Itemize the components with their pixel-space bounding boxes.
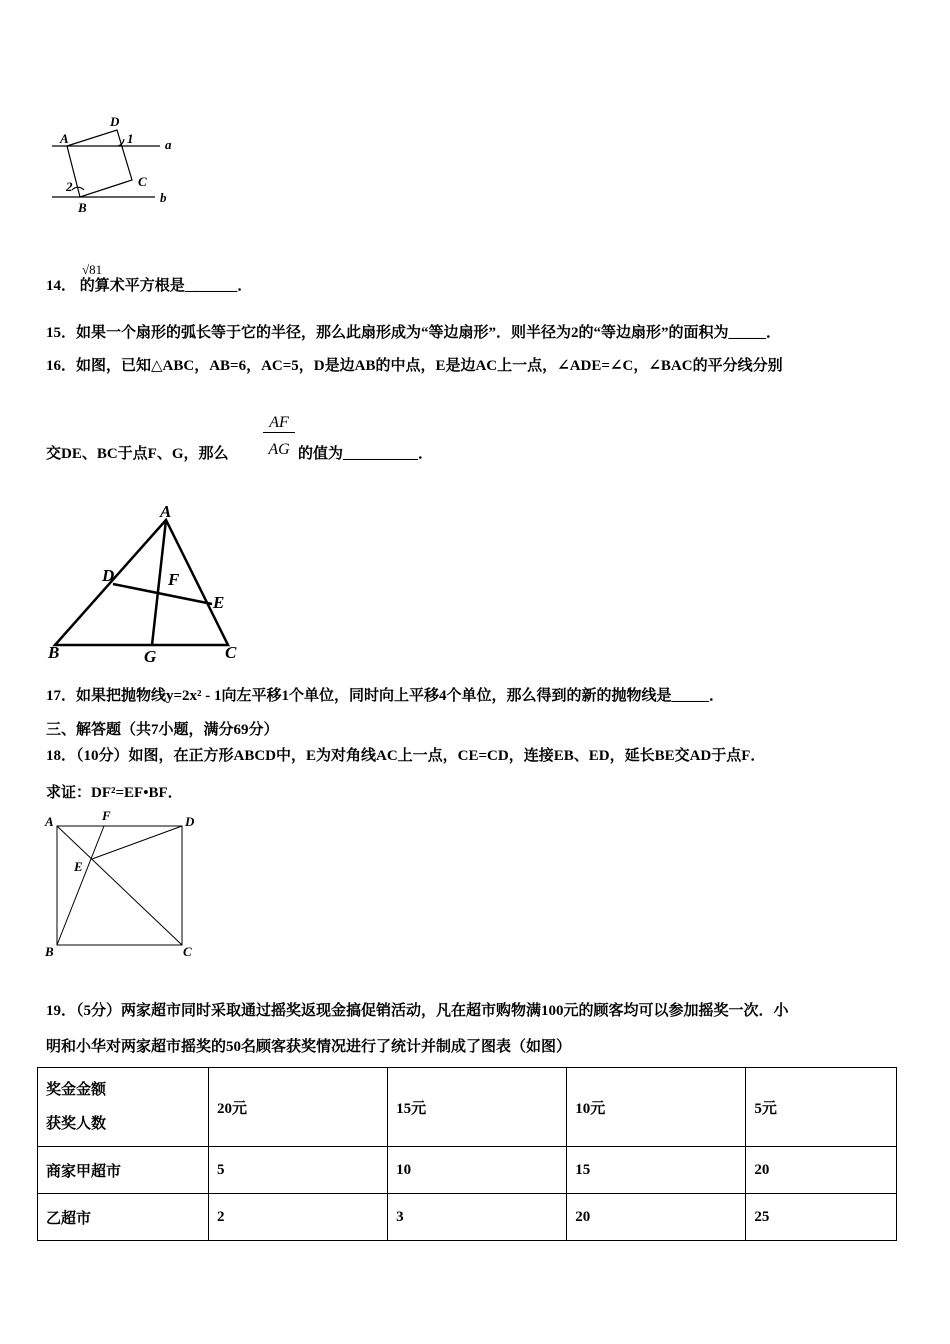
table-cell: 15 (567, 1147, 746, 1194)
question-18-line2: 求证：DF²=EF•BF． (46, 785, 183, 801)
label-c-point: C (183, 944, 192, 959)
table-cell: 3 (388, 1194, 567, 1241)
table-cell: 2 (209, 1194, 388, 1241)
prize-table (37, 1067, 897, 1241)
label-f-point: F (168, 570, 180, 589)
table-cell: 10 (388, 1147, 567, 1194)
row-label: 乙超市 (38, 1194, 209, 1241)
label-e-point: E (213, 593, 225, 612)
header-cell: 5元 (746, 1068, 897, 1147)
question-16-line2b: 的值为__________． (298, 446, 434, 462)
diagonal-ac (57, 826, 182, 945)
question-17: 17．如果把抛物线y=2x² - 1向左平移1个单位，同时向上平移4个单位，那么得到的新的抛物线是_____． (46, 688, 725, 704)
question-16-line1: 16．如图，已知△ABC，AB=6，AC=5，D是边AB的中点，E是边AC上一点，∠ADE=∠C，∠BAC的平分线分别 (46, 358, 783, 374)
label-f-point: F (102, 808, 111, 823)
figure-square (57, 826, 182, 945)
table-row (38, 1194, 897, 1241)
corner-cell (38, 1068, 209, 1147)
header-cell: 15元 (388, 1068, 567, 1147)
table-header-row (38, 1068, 897, 1147)
section-3-heading: 三、解答题（共7小题，满分69分） (46, 722, 279, 738)
label-b-point: B (78, 200, 87, 215)
label-c-point: C (138, 174, 147, 189)
sqrt-81: √81 (82, 262, 103, 277)
figure2-labels (47, 502, 237, 666)
label-d-point: D (102, 566, 115, 585)
bisector-ag (152, 520, 166, 645)
corner-label-count: 获奖人数 (46, 1116, 107, 1132)
fraction-numerator: AF (263, 414, 295, 433)
table-cell: 25 (746, 1194, 897, 1241)
segment-bf (57, 826, 104, 945)
label-a-point: A (160, 502, 172, 521)
question-19-line1: 19．（5分）两家超市同时采取通过摇奖返现金搞促销活动，凡在超市购物满100元的顾客均可以参加摇奖一次．小 (46, 1003, 789, 1019)
header-cell: 20元 (209, 1068, 388, 1147)
label-a-point: A (45, 814, 54, 829)
question-18-line1: 18．（10分）如图，在正方形ABCD中，E为对角线AC上一点，CE=CD，连接EB、ED，延长BE交AD于点F． (46, 748, 766, 764)
table-cell: 20 (746, 1147, 897, 1194)
label-g-point: G (144, 647, 157, 666)
label-angle-2: 2 (66, 179, 73, 194)
segment-de (113, 584, 212, 604)
label-b-point: B (45, 944, 54, 959)
table-row (38, 1147, 897, 1194)
label-a-point: A (60, 131, 69, 146)
header-cell: 10元 (567, 1068, 746, 1147)
fraction-denominator: AG (268, 441, 290, 458)
label-d-point: D (185, 814, 195, 829)
table-cell: 20 (567, 1194, 746, 1241)
question-19-line2: 明和小华对两家超市摇奖的50名顾客获奖情况进行了统计并制成了图表（如图） (46, 1039, 572, 1055)
question-14: 14． 的算术平方根是_______． (46, 278, 253, 294)
row-label: 商家甲超市 (38, 1147, 209, 1194)
corner-label-amount: 奖金金额 (46, 1082, 107, 1098)
label-c-point: C (225, 643, 237, 662)
question-16-line2a: 交DE、BC于点F、G，那么 (46, 446, 229, 462)
label-e-point: E (74, 859, 83, 874)
label-d-point: D (110, 114, 120, 129)
segment-ed (92, 826, 182, 859)
label-line-a: a (165, 137, 172, 152)
label-b-point: B (48, 643, 60, 662)
table-cell: 5 (209, 1147, 388, 1194)
label-line-b: b (160, 190, 167, 205)
triangle-abc (55, 520, 228, 645)
figure1-labels (59, 114, 172, 215)
label-angle-1: 1 (127, 131, 134, 146)
figure-triangle (55, 520, 228, 645)
question-15: 15．如果一个扇形的弧长等于它的半径，那么此扇形成为“等边扇形”．则半径为2的“等边扇形”的面积为_____． (46, 325, 782, 341)
